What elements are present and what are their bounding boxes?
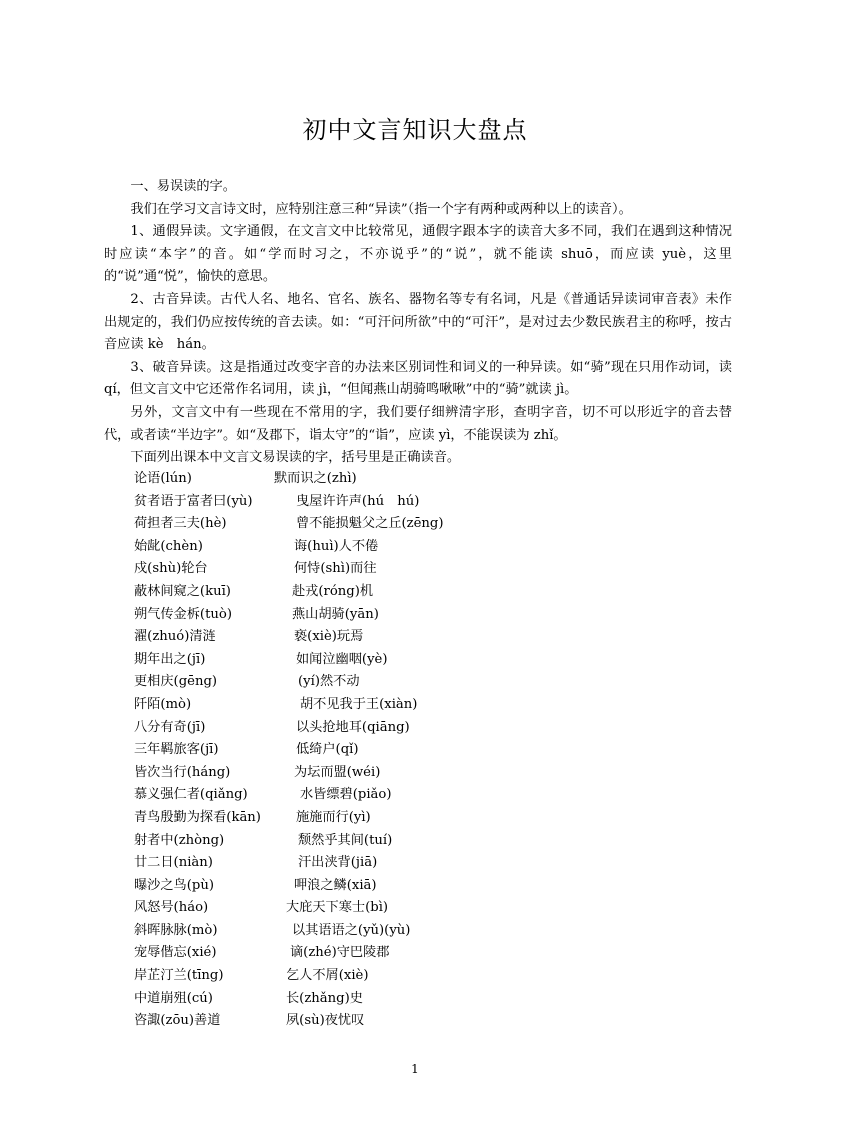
term-right: 呷浪之鳞(xiā) [294, 877, 377, 893]
paragraph-intro: 我们在学习文言诗文时，应特别注意三种“异读”（指一个字有两种或两种以上的读音）。 [130, 201, 632, 217]
list-item [134, 875, 554, 898]
document-title: 初中文言知识大盘点 [302, 116, 528, 144]
list-item [134, 717, 554, 740]
term-right: 水皆缥碧(piǎo) [300, 787, 392, 803]
term-left: 阡陌(mò) [134, 696, 192, 712]
term-left: 皆次当行(háng) [134, 764, 231, 780]
term-right: (yí)然不动 [298, 674, 360, 690]
term-right: 曾不能损魁父之丘(zēng) [296, 516, 444, 532]
term-left: 曝沙之鸟(pù) [134, 877, 214, 893]
term-right: 胡不见我于王(xiàn) [300, 696, 418, 712]
paragraph-tongjia: 1、通假异读。文字通假，在文言文中比较常见，通假字跟本字的读音大多不同，我们在遇到这种情况时应读“本字”的音。如“学而时习之，不亦说乎”的“说”，就不能读 shuō，而应读 yuè，这里的“说”通“悦”，愉快的意思。 [104, 224, 732, 285]
term-left: 宠辱偕忘(xié) [134, 945, 217, 961]
term-right: 曳屋许许声(hú hú) [296, 493, 420, 509]
term-left: 贫者语于富者曰(yù) [134, 493, 253, 509]
list-item [134, 513, 554, 536]
list-item [134, 830, 554, 853]
paragraph-guyin: 2、古音异读。古代人名、地名、官名、族名、器物名等专有名词，凡是《普通话异读词审音表》未作出规定的，我们仍应按传统的音去读。如：“可汗问所欲”中的“可汗”，是对过去少数民族君主的称呼，按古音应读 kè hán。 [104, 291, 732, 353]
term-left: 射者中(zhòng) [134, 832, 225, 848]
term-left: 八分有奇(jī) [134, 719, 206, 735]
paragraph-poyin: 3、破音异读。这是指通过改变字音的办法来区别词性和词义的一种异读。如“骑”现在只用作动词，读 qí，但文言文中它还常作名词用，读 jì，“但闻燕山胡骑鸣啾啾”中的“骑”就读 jì。 [104, 359, 732, 398]
list-item [134, 649, 554, 672]
term-left: 咨諏(zōu)善道 [134, 1013, 221, 1029]
list-item [134, 1010, 554, 1033]
term-right: 大庇天下寒士(bì) [286, 900, 389, 916]
list-item [134, 988, 554, 1011]
term-right: 亵(xiè)玩焉 [294, 629, 364, 645]
document-body [104, 176, 732, 470]
term-right: 乞人不屑(xiè) [286, 968, 369, 984]
term-right: 赴戎(róng)机 [292, 583, 374, 599]
term-right: 默而识之(zhì) [274, 471, 357, 486]
term-left: 廿二日(niàn) [134, 855, 213, 871]
term-right: 夙(sù)夜忧叹 [286, 1013, 365, 1029]
list-item [134, 671, 554, 694]
term-left: 斜晖脉脉(mò) [134, 922, 218, 938]
term-right: 汗出浃背(jiā) [298, 855, 378, 871]
term-right: 如闻泣幽咽(yè) [296, 651, 388, 667]
section-heading: 一、易误读的字。 [130, 179, 236, 194]
term-right: 诲(huì)人不倦 [294, 538, 379, 554]
term-left: 濯(zhuó)清涟 [134, 629, 216, 645]
list-item [134, 536, 554, 559]
term-left: 慕义强仁者(qiǎng) [134, 787, 248, 803]
term-right: 燕山胡骑(yān) [292, 606, 379, 622]
paragraph-list-intro: 下面列出课本中文言文易误读的字，括号里是正确读音。 [130, 450, 461, 466]
term-right: 低绮户(qǐ) [296, 742, 359, 758]
term-left: 岸芷汀兰(tīng) [134, 968, 224, 984]
list-item [134, 965, 554, 988]
term-left: 荷担者三夫(hè) [134, 516, 227, 532]
list-item [134, 604, 554, 627]
page-number: 1 [411, 1062, 419, 1076]
term-right: 以头抢地耳(qiāng) [296, 719, 410, 735]
term-list [134, 468, 554, 1033]
list-item [134, 942, 554, 965]
term-left: 论语(lún) [134, 471, 192, 486]
term-right: 谪(zhé)守巴陵郡 [290, 945, 390, 961]
term-left: 风怒号(háo) [134, 900, 209, 916]
term-right: 以其语语之(yǔ)(yù) [292, 922, 411, 938]
term-left: 更相庆(gēng) [134, 674, 218, 690]
term-left: 期年出之(jī) [134, 651, 206, 667]
term-right: 长(zhǎng)史 [286, 990, 363, 1006]
list-item [134, 762, 554, 785]
list-item [134, 468, 554, 491]
term-right: 何恃(shì)而往 [294, 561, 377, 577]
list-item [134, 897, 554, 920]
term-left: 戍(shù)轮台 [134, 561, 208, 577]
list-item [134, 558, 554, 581]
list-item [134, 739, 554, 762]
term-left: 青鸟殷勤为探看(kān) [134, 809, 261, 825]
term-left: 蔽林间窥之(kuī) [134, 583, 231, 599]
list-item [134, 491, 554, 514]
term-right: 颓然乎其间(tuí) [298, 832, 393, 848]
term-left: 三年羁旅客(jī) [134, 742, 219, 758]
term-right: 施施而行(yì) [296, 809, 371, 825]
paragraph-other: 另外，文言文中有一些现在不常用的字，我们要仔细辨清字形，查明字音，切不可以形近字的音去替代，或者读“半边字”。如“及郡下，诣太守”的“诣”，应读 yì，不能误读为 zhǐ。 [104, 404, 732, 443]
list-item [134, 784, 554, 807]
term-left: 始龀(chèn) [134, 538, 203, 554]
term-left: 中道崩殂(cú) [134, 990, 213, 1006]
list-item [134, 807, 554, 830]
list-item [134, 626, 554, 649]
list-item [134, 852, 554, 875]
term-right: 为坛而盟(wéi) [294, 764, 381, 780]
term-left: 朔气传金柝(tuò) [134, 606, 232, 622]
list-item [134, 694, 554, 717]
list-item [134, 920, 554, 943]
list-item [134, 581, 554, 604]
